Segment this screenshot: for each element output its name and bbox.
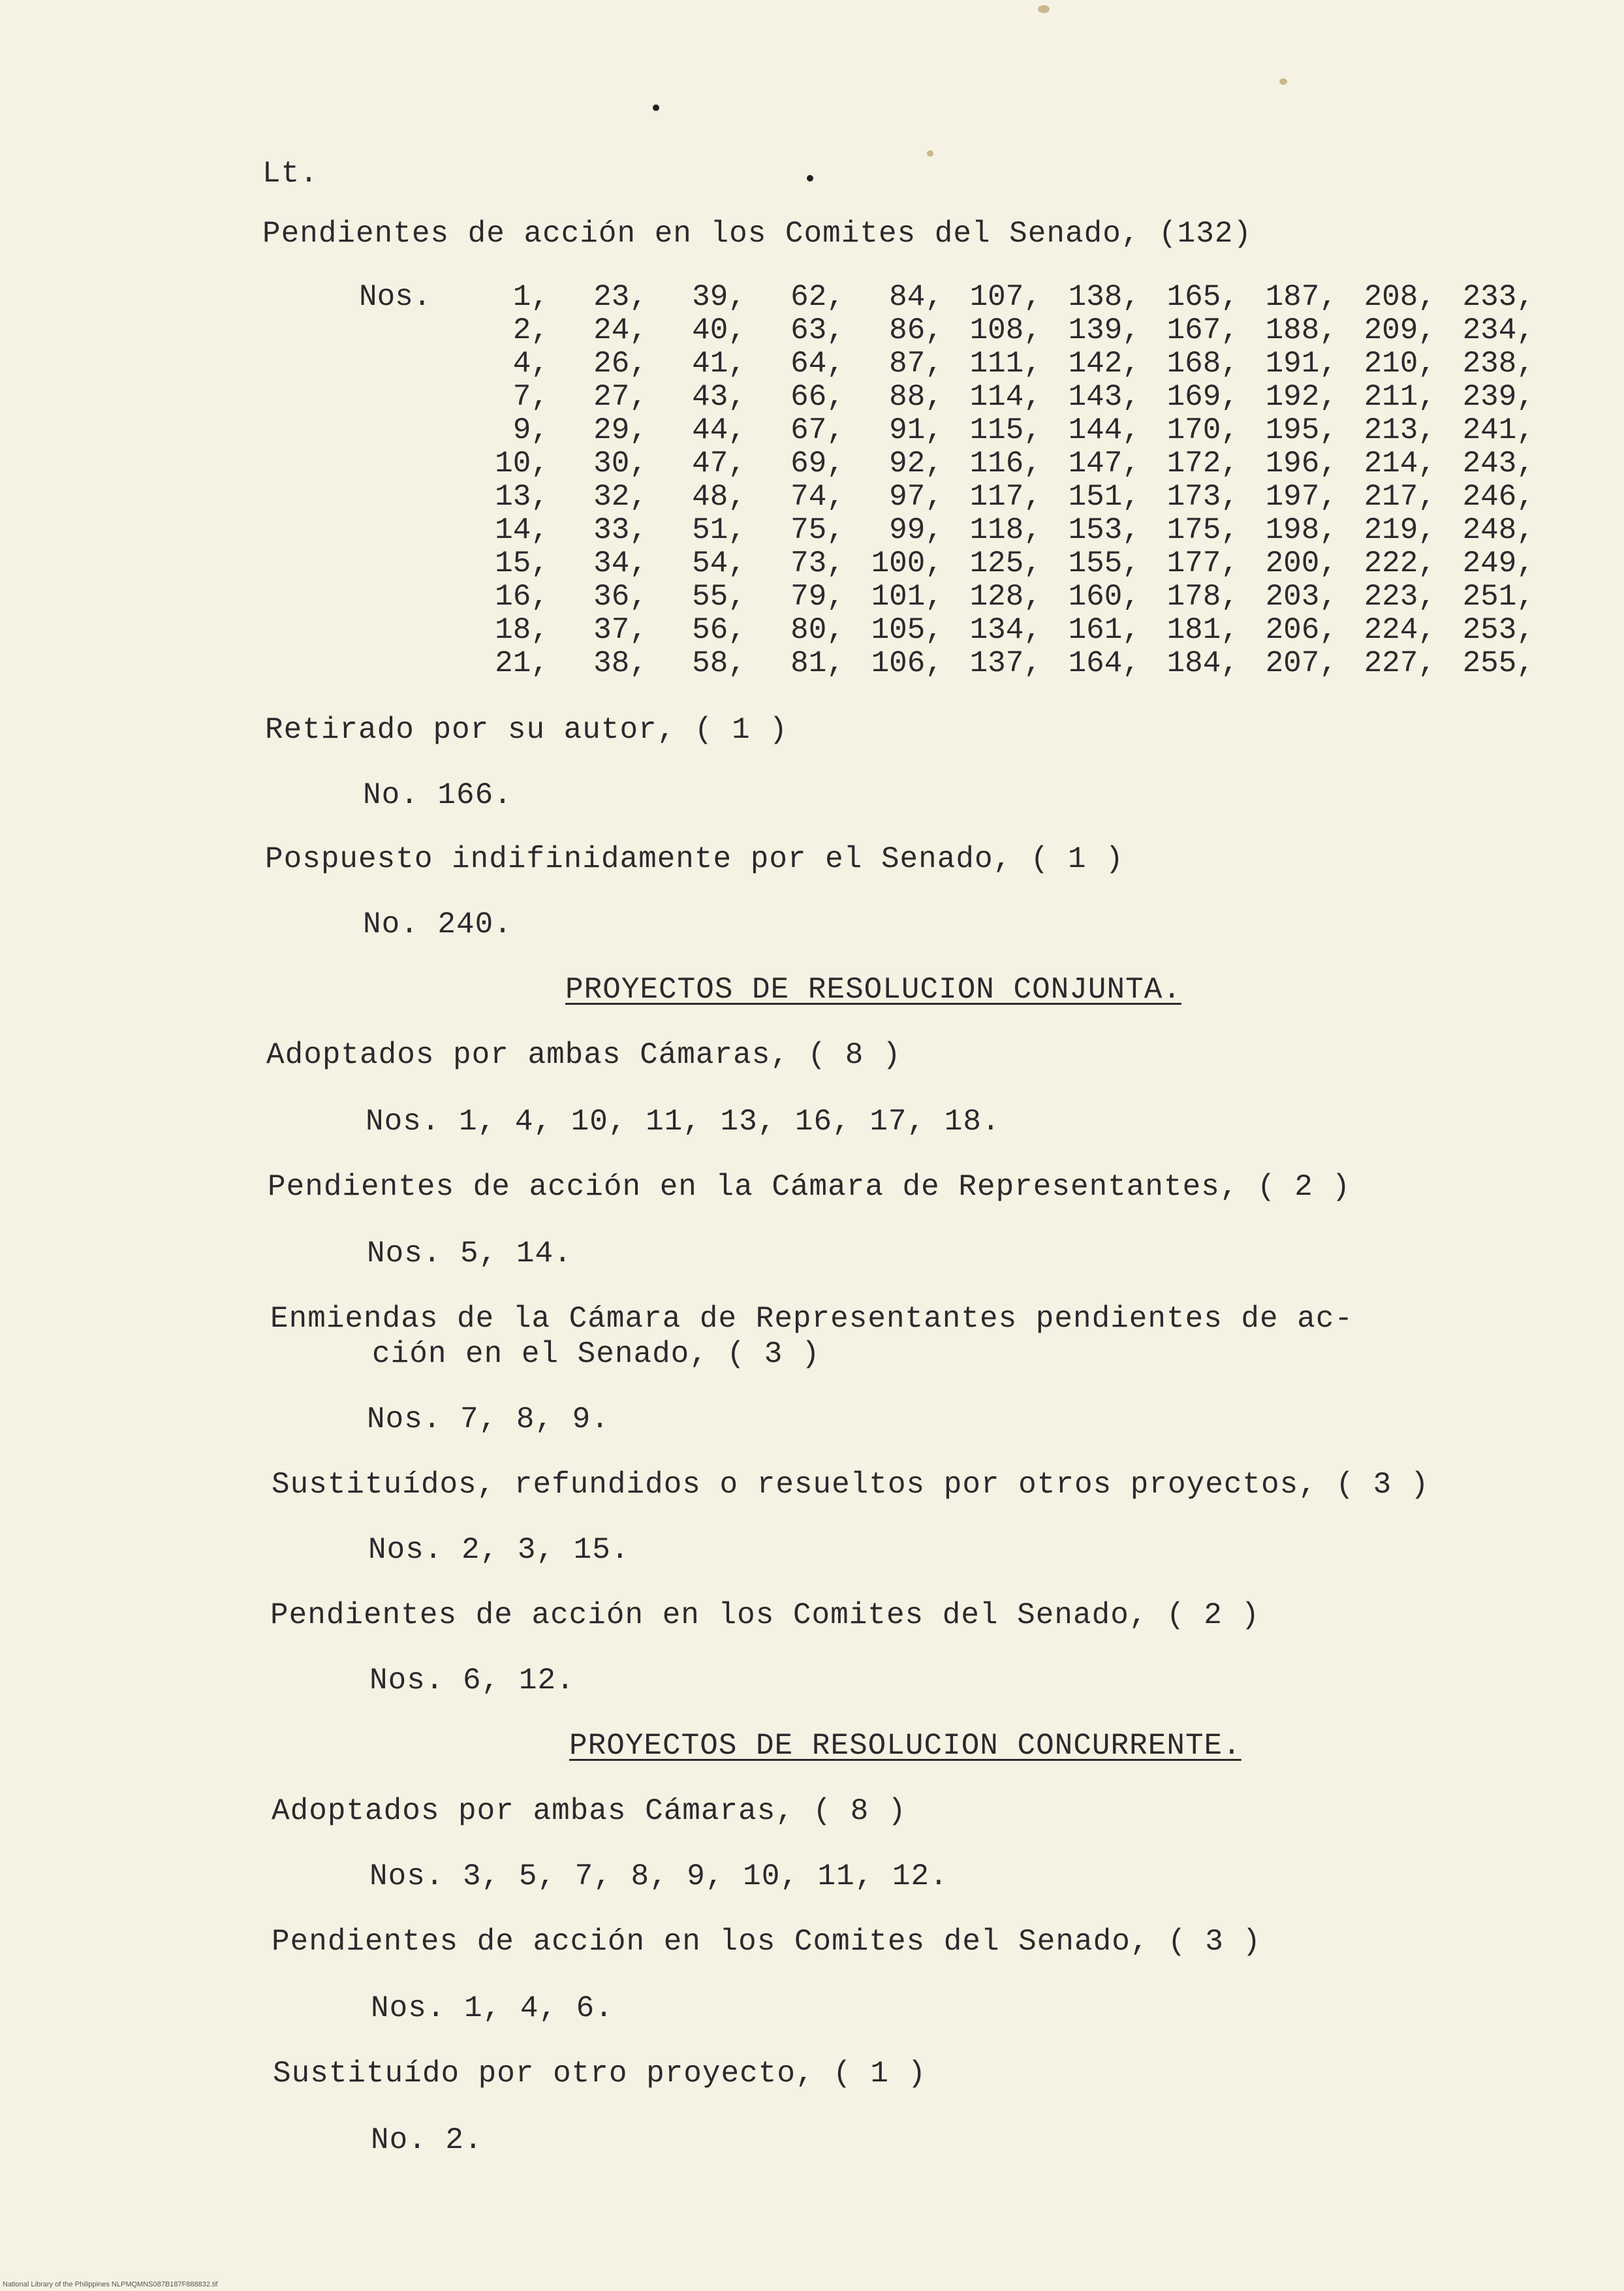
conjunta-pendientes-camara-heading: Pendientes de acción en la Cámara de Representantes, ( 2 ) (268, 1170, 1351, 1204)
bill-number-cell: 243, (1462, 447, 1535, 481)
bill-number-cell: 15, (495, 546, 549, 580)
bill-number-cell: 217, (1364, 480, 1436, 514)
bill-number-cell: 234, (1462, 313, 1535, 347)
bill-number-cell: 38, (593, 646, 648, 680)
bill-number-cell: 40, (692, 313, 746, 347)
bill-number-cell: 142, (1068, 347, 1140, 381)
nos-label (359, 414, 450, 447)
bill-numbers-row (359, 481, 1535, 514)
bill-number-cell: 184, (1166, 646, 1239, 680)
pospuesto-heading: Pospuesto indifinidamente por el Senado, ( 1 ) (265, 842, 1124, 876)
bill-number-cell: 210, (1364, 347, 1436, 381)
bill-number-cell: 56, (692, 613, 746, 647)
bill-number-cell: 153, (1068, 513, 1140, 547)
conjunta-enmiendas-heading-line2: ción en el Senado, ( 3 ) (372, 1337, 820, 1371)
nos-label (359, 447, 450, 481)
bill-number-cell: 41, (692, 347, 746, 381)
bill-number-cell: 107, (969, 280, 1042, 314)
bill-number-cell: 164, (1068, 646, 1140, 680)
conjunta-pendientes-senado-heading: Pendientes de acción en los Comites del Senado, ( 2 ) (270, 1598, 1260, 1632)
bill-number-cell: 14, (495, 513, 549, 547)
bill-number-cell: 178, (1166, 580, 1239, 614)
bill-number-cell: 197, (1265, 480, 1337, 514)
bill-number-cell: 75, (790, 513, 845, 547)
bill-number-cell: 84, (889, 280, 943, 314)
conjunta-sustituidos-heading: Sustituídos, refundidos o resueltos por otros proyectos, ( 3 ) (272, 1468, 1429, 1502)
bill-numbers-row (359, 547, 1535, 580)
bill-number-cell: 207, (1265, 646, 1337, 680)
bill-number-cell: 195, (1265, 413, 1337, 447)
bill-number-cell: 238, (1462, 347, 1535, 381)
bill-number-cell: 203, (1265, 580, 1337, 614)
conjunta-enmiendas-items: Nos. 7, 8, 9. (367, 1402, 610, 1436)
bill-number-cell: 208, (1364, 280, 1436, 314)
bill-numbers-row (359, 314, 1535, 347)
bill-number-cell: 206, (1265, 613, 1337, 647)
bill-number-cell: 79, (790, 580, 845, 614)
bill-number-cell: 80, (790, 613, 845, 647)
bill-number-cell: 73, (790, 546, 845, 580)
bill-number-cell: 87, (889, 347, 943, 381)
bill-number-cell: 33, (593, 513, 648, 547)
bill-number-cell: 213, (1364, 413, 1436, 447)
nos-label (359, 647, 450, 680)
bill-number-cell: 54, (692, 546, 746, 580)
bill-numbers-row (359, 381, 1535, 414)
bill-number-cell: 144, (1068, 413, 1140, 447)
senate-committees-heading: Pendientes de acción en los Comites del Senado, (132) (262, 217, 1253, 251)
bill-numbers-row (359, 614, 1535, 647)
bill-number-cell: 106, (871, 646, 943, 680)
bill-number-cell: 44, (692, 413, 746, 447)
bill-number-cell: 10, (495, 447, 549, 481)
nos-label: Nos. (359, 280, 431, 314)
archive-footer: National Library of the Philippines NLPMQMNS087B187F888832.tif (3, 2281, 218, 2288)
bill-number-cell: 249, (1462, 546, 1535, 580)
bill-number-cell: 114, (969, 380, 1042, 414)
bill-number-cell: 227, (1364, 646, 1436, 680)
bill-number-cell: 151, (1068, 480, 1140, 514)
paper-speck (653, 104, 659, 111)
bill-number-cell: 16, (495, 580, 549, 614)
bill-number-cell: 187, (1265, 280, 1337, 314)
bill-number-cell: 2, (512, 313, 549, 347)
conjunta-sustituidos-items: Nos. 2, 3, 15. (368, 1533, 630, 1567)
bill-number-cell: 175, (1166, 513, 1239, 547)
bill-number-cell: 161, (1068, 613, 1140, 647)
paper-speck (927, 150, 933, 157)
bill-number-cell: 108, (969, 313, 1042, 347)
bill-number-cell: 86, (889, 313, 943, 347)
bill-numbers-row (359, 580, 1535, 614)
bill-number-cell: 99, (889, 513, 943, 547)
bill-number-cell: 118, (969, 513, 1042, 547)
bill-number-cell: 81, (790, 646, 845, 680)
bill-numbers-table (359, 281, 1535, 680)
bill-number-cell: 37, (593, 613, 648, 647)
bill-number-cell: 214, (1364, 447, 1436, 481)
nos-label (359, 381, 450, 414)
bill-number-cell: 1, (512, 280, 549, 314)
bill-number-cell: 92, (889, 447, 943, 481)
bill-number-cell: 241, (1462, 413, 1535, 447)
bill-number-cell: 105, (871, 613, 943, 647)
page-mark: Lt. (262, 157, 319, 191)
bill-number-cell: 137, (969, 646, 1042, 680)
bill-number-cell: 27, (593, 380, 648, 414)
bill-number-cell: 101, (871, 580, 943, 614)
bill-number-cell: 23, (593, 280, 648, 314)
bill-number-cell: 196, (1265, 447, 1337, 481)
bill-number-cell: 116, (969, 447, 1042, 481)
pospuesto-items: No. 240. (363, 908, 512, 941)
bill-number-cell: 62, (790, 280, 845, 314)
bill-numbers-row (359, 347, 1535, 381)
nos-label (359, 547, 450, 580)
bill-number-cell: 115, (969, 413, 1042, 447)
bill-number-cell: 55, (692, 580, 746, 614)
bill-number-cell: 222, (1364, 546, 1436, 580)
bill-number-cell: 192, (1265, 380, 1337, 414)
bill-number-cell: 34, (593, 546, 648, 580)
bill-number-cell: 134, (969, 613, 1042, 647)
bill-number-cell: 167, (1166, 313, 1239, 347)
concurrente-adoptados-heading: Adoptados por ambas Cámaras, ( 8 ) (272, 1794, 907, 1828)
bill-number-cell: 165, (1166, 280, 1239, 314)
nos-label (359, 481, 450, 514)
bill-number-cell: 66, (790, 380, 845, 414)
bill-number-cell: 219, (1364, 513, 1436, 547)
bill-numbers-row (359, 514, 1535, 547)
concurrente-title: PROYECTOS DE RESOLUCION CONCURRENTE. (569, 1729, 1241, 1763)
bill-number-cell: 160, (1068, 580, 1140, 614)
bill-number-cell: 117, (969, 480, 1042, 514)
bill-number-cell: 36, (593, 580, 648, 614)
bill-number-cell: 233, (1462, 280, 1535, 314)
bill-number-cell: 139, (1068, 313, 1140, 347)
bill-number-cell: 58, (692, 646, 746, 680)
bill-number-cell: 26, (593, 347, 648, 381)
bill-number-cell: 30, (593, 447, 648, 481)
bill-number-cell: 173, (1166, 480, 1239, 514)
nos-label (359, 314, 450, 347)
bill-number-cell: 125, (969, 546, 1042, 580)
bill-number-cell: 111, (969, 347, 1042, 381)
bill-number-cell: 91, (889, 413, 943, 447)
retirado-items: No. 166. (363, 778, 512, 812)
bill-number-cell: 48, (692, 480, 746, 514)
conjunta-title: PROYECTOS DE RESOLUCION CONJUNTA. (565, 973, 1181, 1007)
bill-number-cell: 39, (692, 280, 746, 314)
bill-number-cell: 177, (1166, 546, 1239, 580)
conjunta-enmiendas-heading-line1: Enmiendas de la Cámara de Representantes pendientes de ac- (270, 1302, 1354, 1336)
retirado-heading: Retirado por su autor, ( 1 ) (265, 713, 788, 747)
bill-number-cell: 64, (790, 347, 845, 381)
bill-number-cell: 67, (790, 413, 845, 447)
bill-number-cell: 24, (593, 313, 648, 347)
conjunta-pendientes-senado-items: Nos. 6, 12. (369, 1664, 575, 1698)
bill-numbers-row (359, 414, 1535, 447)
bill-number-cell: 143, (1068, 380, 1140, 414)
bill-number-cell: 21, (495, 646, 549, 680)
bill-number-cell: 255, (1462, 646, 1535, 680)
paper-speck (1038, 5, 1050, 13)
bill-number-cell: 246, (1462, 480, 1535, 514)
paper-speck (1279, 78, 1287, 85)
bill-number-cell: 74, (790, 480, 845, 514)
paper-speck (807, 175, 813, 182)
concurrente-pendientes-senado-items: Nos. 1, 4, 6. (371, 1991, 614, 2025)
bill-number-cell: 7, (512, 380, 549, 414)
bill-number-cell: 69, (790, 447, 845, 481)
bill-number-cell: 188, (1265, 313, 1337, 347)
bill-number-cell: 128, (969, 580, 1042, 614)
bill-number-cell: 239, (1462, 380, 1535, 414)
bill-number-cell: 223, (1364, 580, 1436, 614)
bill-number-cell: 168, (1166, 347, 1239, 381)
bill-number-cell: 63, (790, 313, 845, 347)
bill-number-cell: 253, (1462, 613, 1535, 647)
conjunta-pendientes-camara-items: Nos. 5, 14. (367, 1237, 572, 1271)
concurrente-sustituido-items: No. 2. (371, 2123, 483, 2157)
bill-number-cell: 51, (692, 513, 746, 547)
bill-number-cell: 170, (1166, 413, 1239, 447)
bill-number-cell: 198, (1265, 513, 1337, 547)
bill-number-cell: 200, (1265, 546, 1337, 580)
nos-label (359, 580, 450, 614)
conjunta-adoptados-items: Nos. 1, 4, 10, 11, 13, 16, 17, 18. (366, 1105, 1001, 1139)
bill-number-cell: 209, (1364, 313, 1436, 347)
bill-number-cell: 155, (1068, 546, 1140, 580)
bill-number-cell: 32, (593, 480, 648, 514)
concurrente-pendientes-senado-heading: Pendientes de acción en los Comites del Senado, ( 3 ) (272, 1925, 1262, 1959)
concurrente-sustituido-heading: Sustituído por otro proyecto, ( 1 ) (273, 2057, 927, 2091)
bill-number-cell: 29, (593, 413, 648, 447)
bill-number-cell: 224, (1364, 613, 1436, 647)
bill-numbers-row (359, 647, 1535, 680)
bill-number-cell: 248, (1462, 513, 1535, 547)
bill-number-cell: 13, (495, 480, 549, 514)
bill-number-cell: 18, (495, 613, 549, 647)
bill-number-cell: 9, (512, 413, 549, 447)
nos-label (359, 614, 450, 647)
bill-number-cell: 191, (1265, 347, 1337, 381)
bill-number-cell: 88, (889, 380, 943, 414)
bill-number-cell: 169, (1166, 380, 1239, 414)
concurrente-adoptados-items: Nos. 3, 5, 7, 8, 9, 10, 11, 12. (369, 1859, 948, 1893)
bill-number-cell: 211, (1364, 380, 1436, 414)
bill-numbers-row (359, 447, 1535, 481)
bill-number-cell: 147, (1068, 447, 1140, 481)
bill-number-cell: 100, (871, 546, 943, 580)
bill-number-cell: 181, (1166, 613, 1239, 647)
bill-numbers-row (359, 281, 1535, 314)
nos-label (359, 347, 450, 381)
bill-number-cell: 172, (1166, 447, 1239, 481)
bill-number-cell: 43, (692, 380, 746, 414)
bill-number-cell: 251, (1462, 580, 1535, 614)
bill-number-cell: 138, (1068, 280, 1140, 314)
nos-label (359, 514, 450, 547)
bill-number-cell: 97, (889, 480, 943, 514)
bill-number-cell: 4, (512, 347, 549, 381)
bill-number-cell: 47, (692, 447, 746, 481)
conjunta-adoptados-heading: Adoptados por ambas Cámaras, ( 8 ) (266, 1038, 901, 1072)
